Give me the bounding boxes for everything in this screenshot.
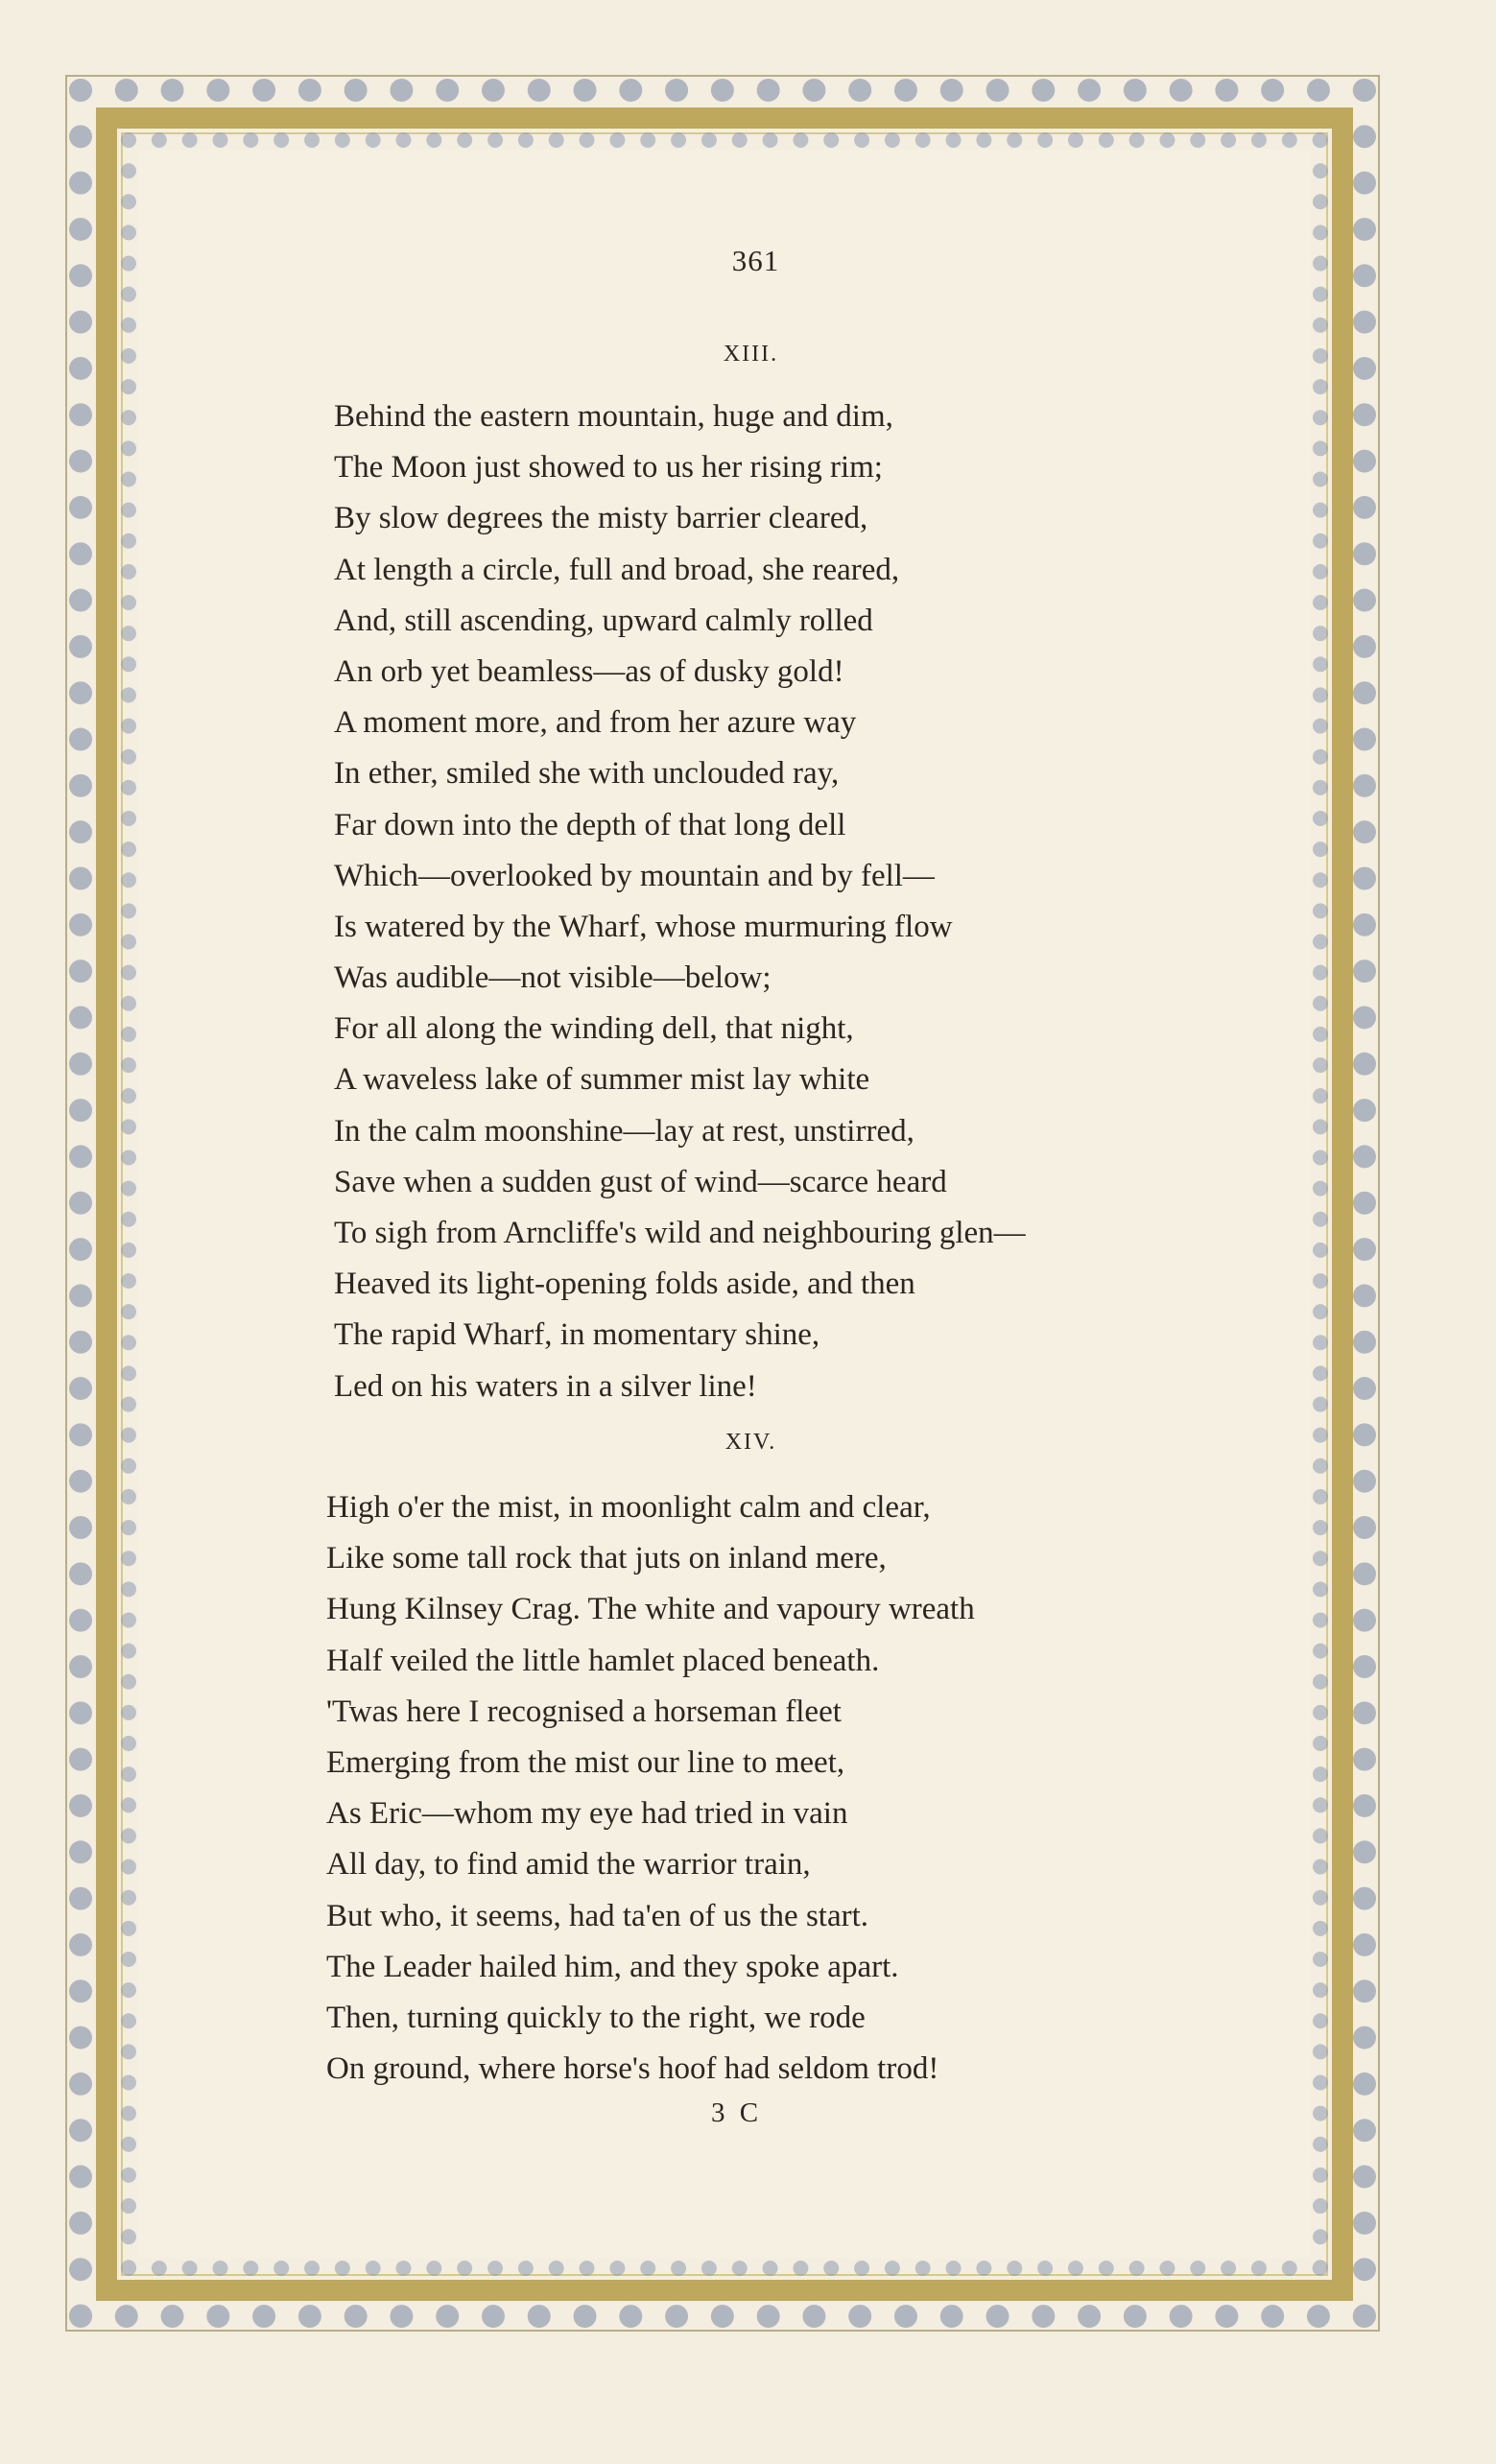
signature-mark: 3 C — [710, 2097, 763, 2128]
verse-line: And, still ascending, upward calmly rolled — [334, 603, 873, 638]
verse-line: Led on his waters in a silver line! — [334, 1368, 757, 1404]
verse-line: To sigh from Arncliffe's wild and neighbouring glen— — [334, 1216, 1026, 1250]
verse-line: Half veiled the little hamlet placed beneath. — [326, 1643, 880, 1678]
verse-line: In the calm moonshine—lay at rest, unstirred, — [334, 1113, 914, 1149]
verse-line: As Eric—whom my eye had tried in vain — [326, 1796, 848, 1832]
verse-line: But who, it seems, had ta'en of us the start. — [326, 1898, 869, 1933]
verse-line: A waveless lake of summer mist lay white — [334, 1062, 870, 1098]
stanza-number: XIII. — [723, 342, 779, 367]
verse-line: Behind the eastern mountain, huge and dim, — [334, 399, 893, 434]
verse-line: All day, to find amid the warrior train, — [326, 1847, 811, 1883]
verse-line: Heaved its light-opening folds aside, and then — [334, 1267, 915, 1302]
verse-line: Hung Kilnsey Crag. The white and vapoury wreath — [326, 1592, 975, 1627]
verse-line: High o'er the mist, in moonlight calm and clear, — [326, 1490, 931, 1525]
verse-line: The Moon just showed to us her rising rim; — [334, 450, 883, 486]
verse-line: The rapid Wharf, in momentary shine, — [334, 1317, 820, 1353]
verse-line: Far down into the depth of that long dell — [334, 807, 846, 842]
verse-line: Which—overlooked by mountain and by fell— — [334, 858, 935, 893]
verse-line: Save when a sudden gust of wind—scarce heard — [334, 1164, 947, 1199]
verse-line: An orb yet beamless—as of dusky gold! — [334, 653, 844, 689]
verse-line: At length a circle, full and broad, she reared, — [334, 552, 900, 587]
verse-line: For all along the winding dell, that night, — [334, 1011, 854, 1047]
verse-line: Was audible—not visible—below; — [334, 960, 772, 996]
verse-line: Like some tall rock that juts on inland mere, — [326, 1541, 887, 1576]
stanza-xiv — [326, 1482, 975, 2095]
verse-line: A moment more, and from her azure way — [334, 705, 857, 741]
stanza-xiii — [334, 391, 1026, 1412]
verse-line: The Leader hailed him, and they spoke apart. — [326, 1949, 899, 1984]
page-number: 361 — [731, 244, 780, 277]
verse-line: 'Twas here I recognised a horseman fleet — [326, 1694, 842, 1729]
verse-line: Is watered by the Wharf, whose murmuring flow — [334, 909, 953, 944]
verse-line: On ground, where horse's hoof had seldom trod! — [326, 2051, 939, 2087]
verse-line: Emerging from the mist our line to meet, — [326, 1744, 845, 1780]
verse-line: In ether, smiled she with unclouded ray, — [334, 756, 840, 792]
verse-line: By slow degrees the misty barrier cleared, — [334, 501, 868, 536]
verse-line: Then, turning quickly to the right, we rode — [326, 2000, 866, 2035]
stanza-number: XIV. — [724, 1430, 777, 1455]
